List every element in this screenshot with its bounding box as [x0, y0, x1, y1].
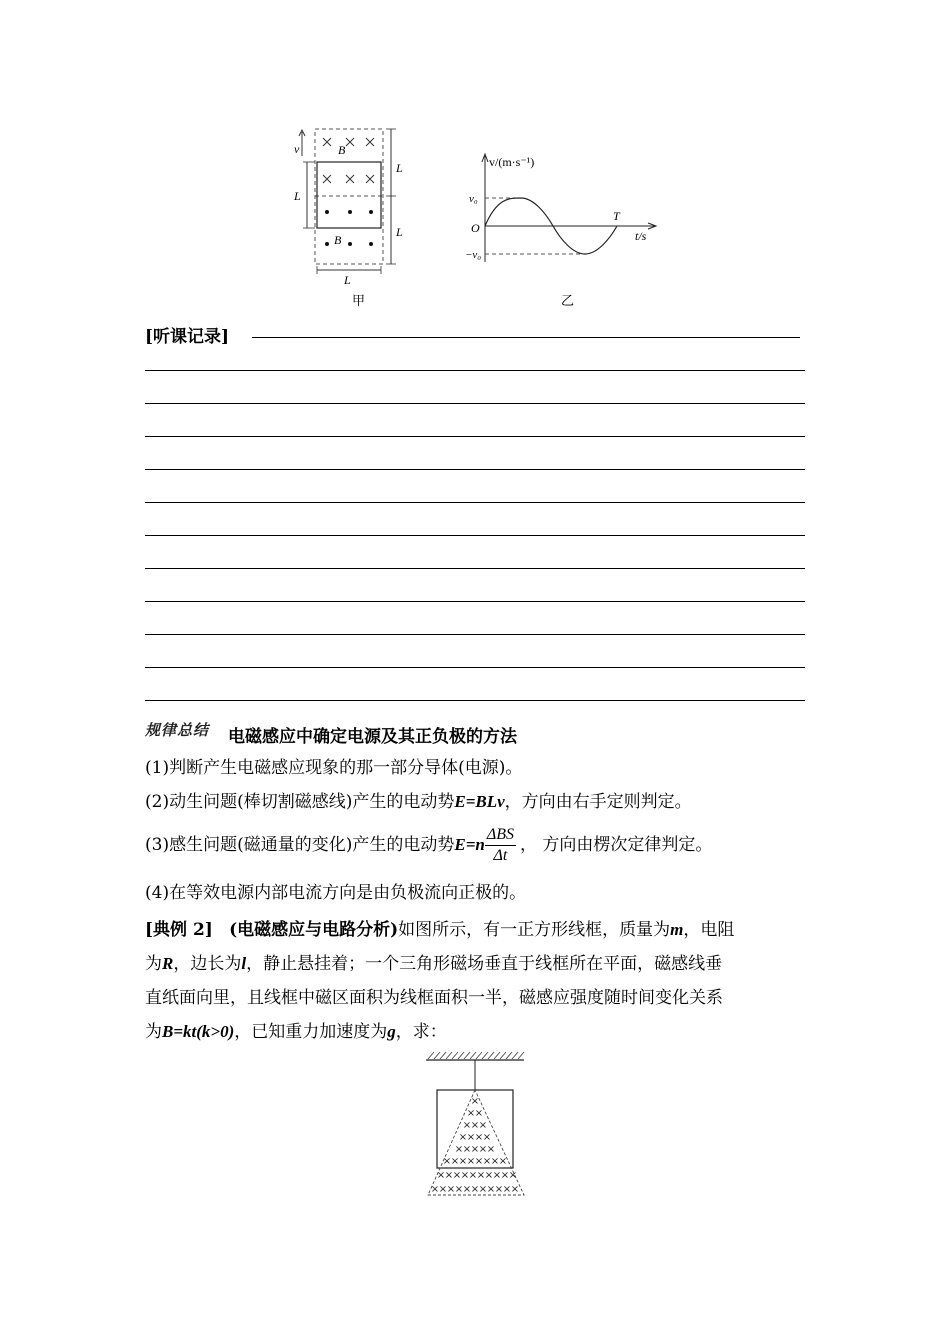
svg-text:×: × — [490, 1156, 500, 1167]
summary-badge: 规律总结 — [145, 721, 210, 739]
flux-change-fraction: $\frac{\text{ΔBS}}{\Delta t}$ — [486, 826, 515, 864]
notes-line[interactable] — [145, 370, 805, 371]
svg-text:×: × — [450, 1156, 460, 1167]
svg-text:×: × — [430, 1184, 440, 1195]
svg-text:×: × — [460, 1170, 470, 1181]
summary-title: 电磁感应中确定电源及其正负极的方法 — [228, 727, 517, 747]
svg-text:×: × — [438, 1184, 448, 1195]
origin-label: O — [471, 221, 480, 235]
svg-text:×: × — [452, 1170, 462, 1181]
field-formula: B=kt(k>0) — [162, 1022, 235, 1041]
upper-region-height-label: L — [396, 161, 403, 175]
v0-label: v₀ — [469, 193, 478, 205]
svg-text:×: × — [470, 1120, 480, 1131]
svg-text:×: × — [474, 1132, 484, 1143]
svg-text:×: × — [484, 1170, 494, 1181]
summary-item-2: (2)动生问题(棒切割磁感线)产生的电动势E=BLv，方向由右手定则判定。 — [145, 792, 692, 812]
notes-line[interactable] — [145, 469, 805, 470]
svg-text:×: × — [466, 1108, 476, 1119]
svg-text:×: × — [468, 1170, 478, 1181]
example-tag: [典例 2] — [145, 920, 213, 940]
svg-text:×: × — [482, 1156, 492, 1167]
svg-text:×: × — [444, 1170, 454, 1181]
summary-item-3: (3)感生问题(磁通量的变化)产生的电动势E=n $\frac{\text{ΔBS}}{\Delta t}$ ， 方向由楞次定律判定。 — [145, 826, 713, 864]
notes-line[interactable] — [145, 436, 805, 437]
lower-field-label: B — [334, 233, 342, 247]
svg-text:×: × — [502, 1184, 512, 1195]
svg-text:×: × — [466, 1132, 476, 1143]
velocity-label: v — [294, 142, 300, 156]
summary-item-1: (1)判断产生电磁感应现象的那一部分导体(电源)。 — [145, 758, 523, 778]
notes-line[interactable] — [145, 634, 805, 635]
example-line-2: 为R，边长为l，静止悬挂着；一个三角形磁场垂直于线框所在平面，磁感线垂 — [145, 954, 723, 974]
emf-formula-motional: E=BLv — [454, 792, 505, 811]
region-width-label: L — [344, 273, 351, 287]
example-line-1: [典例 2] (电磁感应与电路分析)如图所示，有一正方形线框，质量为m，电阻 — [145, 920, 735, 940]
svg-text:×: × — [454, 1184, 464, 1195]
svg-text:×: × — [458, 1156, 468, 1167]
notes-line[interactable] — [145, 700, 805, 701]
svg-text:×: × — [458, 1132, 468, 1143]
notes-line[interactable] — [145, 535, 805, 536]
svg-text:×: × — [478, 1184, 488, 1195]
svg-text:×: × — [498, 1156, 508, 1167]
svg-text:×: × — [442, 1156, 452, 1167]
svg-text:×: × — [508, 1170, 518, 1181]
emf-formula-induced: E=n — [454, 835, 485, 854]
notes-line[interactable] — [145, 403, 805, 404]
notes-line[interactable] — [145, 601, 805, 602]
svg-text:×: × — [474, 1108, 484, 1119]
svg-text:×: × — [446, 1184, 456, 1195]
svg-text:×: × — [462, 1144, 472, 1155]
svg-text:×: × — [454, 1144, 464, 1155]
svg-text:×: × — [462, 1184, 472, 1195]
svg-text:×: × — [462, 1120, 472, 1131]
svg-text:×: × — [486, 1184, 496, 1195]
velocity-time-graph — [465, 150, 665, 262]
figure-caption-b: 乙 — [561, 294, 575, 309]
hanging-loop-diagram — [420, 1050, 532, 1200]
svg-text:×: × — [478, 1120, 488, 1131]
y-axis-label: v/(m·s⁻¹) — [489, 155, 535, 169]
svg-text:×: × — [470, 1184, 480, 1195]
example-line-3: 直纸面向里，且线框中磁区面积为线框面积一半，磁感应强度随时间变化关系 — [145, 988, 723, 1008]
svg-text:×: × — [476, 1170, 486, 1181]
svg-text:×: × — [470, 1096, 480, 1107]
svg-text:×: × — [478, 1144, 488, 1155]
svg-text:×: × — [500, 1170, 510, 1181]
svg-text:×: × — [492, 1170, 502, 1181]
notes-line[interactable] — [252, 337, 800, 338]
period-label: T — [613, 209, 620, 223]
notes-line[interactable] — [145, 667, 805, 668]
x-axis-label: t/s — [635, 229, 647, 243]
loop-side-label: L — [294, 189, 301, 203]
svg-text:×: × — [474, 1156, 484, 1167]
svg-text:×: × — [486, 1144, 496, 1155]
field-region-diagram — [290, 124, 420, 287]
example-line-4: 为B=kt(k>0)，已知重力加速度为g，求： — [145, 1022, 447, 1042]
notes-line[interactable] — [145, 568, 805, 569]
svg-text:×: × — [482, 1132, 492, 1143]
lecture-notes-label: [听课记录] — [145, 327, 230, 347]
svg-text:×: × — [470, 1144, 480, 1155]
neg-v0-label: −v₀ — [465, 249, 482, 261]
summary-item-4: (4)在等效电源内部电流方向是由负极流向正极的。 — [145, 883, 527, 903]
lower-region-height-label: L — [396, 225, 403, 239]
figure-caption-a: 甲 — [352, 294, 366, 309]
svg-text:×: × — [510, 1184, 520, 1195]
svg-text:×: × — [466, 1156, 476, 1167]
svg-text:×: × — [494, 1184, 504, 1195]
example-topic: (电磁感应与电路分析) — [229, 920, 399, 940]
upper-field-label: B — [338, 143, 346, 157]
notes-line[interactable] — [145, 502, 805, 503]
svg-text:×: × — [436, 1170, 446, 1181]
